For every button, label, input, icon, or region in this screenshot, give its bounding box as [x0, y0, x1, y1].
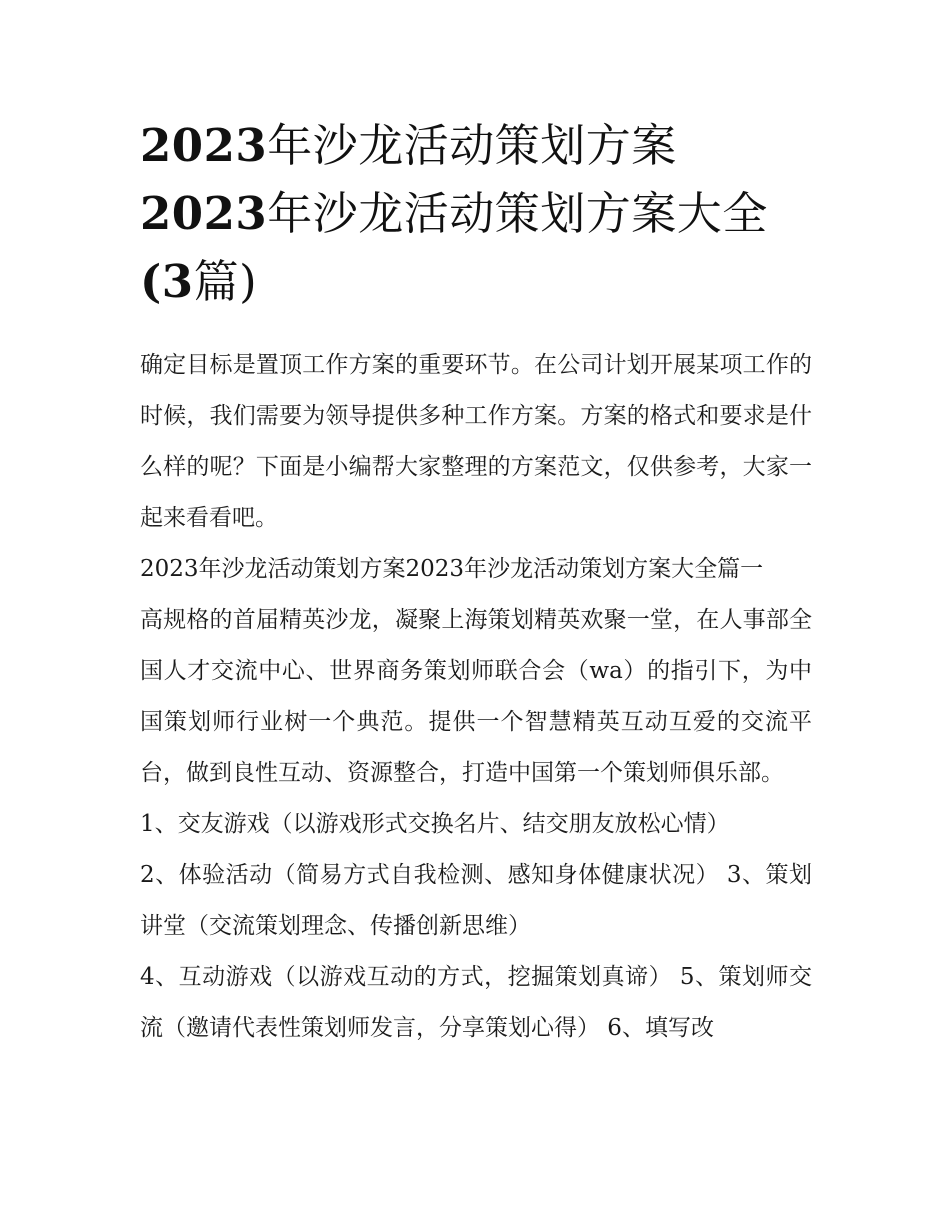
title-line2-text: 年沙龙活动策划方案大全 [267, 187, 768, 240]
section-heading-paragraph: 2023年沙龙活动策划方案2023年沙龙活动策划方案大全篇一 [140, 556, 764, 582]
list-item-2-3: 2、体验活动（简易方式自我检测、感知身体健康状况） 3、策划讲堂（交流策划理念、传播创新思维） [140, 862, 812, 939]
intro-paragraph: 确定目标是置顶工作方案的重要环节。在公司计划开展某项工作的时候，我们需要为领导提供多种工作方案。方案的格式和要求是什么样的呢？下面是小编帮大家整理的方案范文，仅供参考，大家一起来看看吧。 [140, 352, 812, 531]
list-item-1: 1、交友游戏（以游戏形式交换名片、结交朋友放松心情） [140, 811, 730, 837]
description-paragraph: 高规格的首届精英沙龙，凝聚上海策划精英欢聚一堂，在人事部全国人才交流中心、世界商务策划师联合会（wa）的指引下，为中国策划师行业树一个典范。提供一个智慧精英互动互爱的交流平台，做到良性互动、资源整合，打造中国第一个策划师俱乐部。 [140, 607, 812, 786]
title-line3-text: 篇) [193, 255, 258, 308]
document-content [140, 112, 812, 1054]
title-line2-year: 2023 [140, 187, 268, 240]
document-title [140, 112, 812, 316]
title-line1-text: 年沙龙活动策划方案 [267, 119, 677, 172]
title-line3-paren: (3 [140, 255, 194, 308]
list-item-4-6: 4、互动游戏（以游戏互动的方式，挖掘策划真谛） 5、策划师交流（邀请代表性策划师发言，分享策划心得） 6、填写改 [140, 964, 812, 1041]
title-line1-year: 2023 [140, 119, 268, 172]
